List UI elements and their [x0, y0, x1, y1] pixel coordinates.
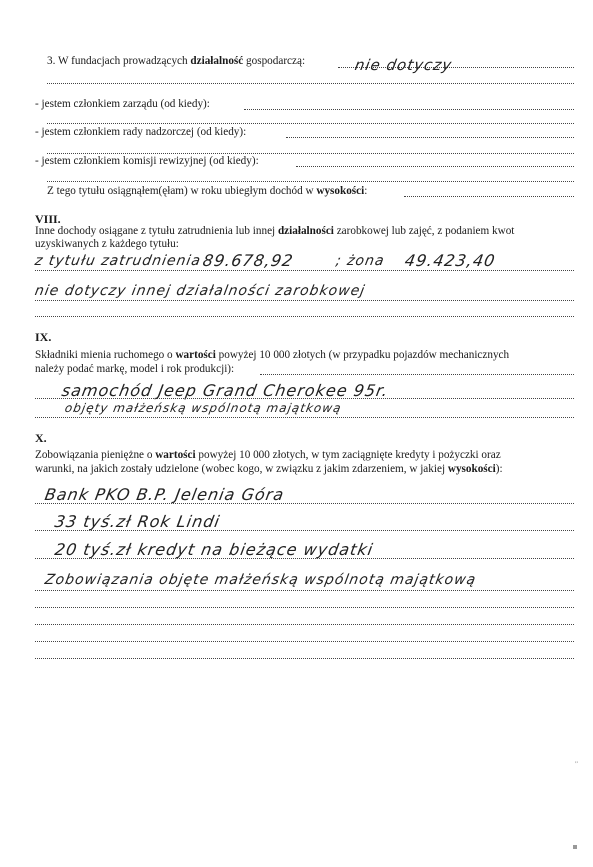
- q3-text: 3. W fundacjach prowadzących: [47, 55, 191, 67]
- dotted-line: [47, 153, 574, 154]
- dotted-line: [35, 558, 574, 559]
- dotted-line: [35, 316, 574, 317]
- dotted-line: [296, 166, 574, 167]
- section-viii-heading: VIII.: [35, 212, 61, 226]
- scan-speck: ,,: [575, 758, 578, 764]
- handwritten-loan-1: 33 tyś.zł Rok Lindi: [53, 512, 222, 531]
- handwritten-joint-liabilities: Zobowiązania objęte małżeńską wspólnotą majątkową: [43, 572, 478, 588]
- audit-member-label: - jestem członkiem komisji rewizyjnej (od kiedy):: [35, 155, 259, 167]
- viii-text-end: zarobkowej lub zajęć, z podaniem kwot: [333, 225, 515, 237]
- dotted-line: [35, 624, 574, 625]
- x-text: Zobowiązania pieniężne o: [35, 449, 156, 461]
- q3-bold-term: działalność: [190, 55, 244, 67]
- dotted-line: [35, 398, 574, 399]
- dotted-line: [35, 530, 574, 531]
- handwritten-vehicle: samochód Jeep Grand Cherokee 95r.: [60, 381, 391, 400]
- dotted-line: [35, 607, 574, 608]
- dotted-line: [47, 181, 574, 182]
- handwritten-spouse-label: ; żona: [334, 253, 386, 269]
- dotted-line: [35, 590, 574, 591]
- section-x-line1: [35, 450, 501, 461]
- handwritten-amount-spouse: 49.423,40: [403, 251, 498, 270]
- handwritten-answer: nie dotyczy: [353, 56, 454, 74]
- dotted-line: [286, 137, 574, 138]
- section-viii-line1: [35, 226, 514, 237]
- section-viii-line2: uzyskiwanych z każdego tytułu:: [35, 238, 179, 250]
- ix-bold-term: wartości: [175, 349, 216, 361]
- x-text-end: powyżej 10 000 złotych, w tym zaciągnięte kredyty i pożyczki oraz: [195, 449, 501, 461]
- dotted-line: [35, 300, 574, 301]
- handwritten-joint-property: objęty małżeńską wspólnotą majątkową: [63, 401, 343, 415]
- section-x-heading: X.: [35, 431, 47, 445]
- section-ix-heading: IX.: [35, 330, 52, 344]
- viii-text: Inne dochody osiągane z tytułu zatrudnienia lub innej: [35, 225, 278, 237]
- handwritten-loan-2: 20 tyś.zł kredyt na bieżące wydatki: [53, 540, 375, 559]
- x-bold-term-2: wysokości: [447, 463, 496, 475]
- dotted-line: [35, 658, 574, 659]
- x-text-2-end: ):: [495, 463, 503, 475]
- handwritten-amount-own: 89.678,92: [201, 251, 296, 270]
- board-member-label: - jestem członkiem zarządu (od kiedy):: [35, 98, 210, 110]
- x-text-2: warunki, na jakich zostały udzielone (wobec kogo, w związku z jakim zdarzeniem, w jakiej: [35, 463, 448, 475]
- dotted-line: [47, 83, 574, 84]
- ix-text-end: powyżej 10 000 złotych (w przypadku pojazdów mechanicznych: [215, 349, 510, 361]
- x-bold-term: wartości: [155, 449, 196, 461]
- dotted-line: [35, 270, 574, 271]
- dotted-line: [35, 503, 574, 504]
- dotted-line: [260, 374, 574, 375]
- dotted-line: [47, 123, 574, 124]
- foundations-question: [47, 56, 305, 67]
- income-text: Z tego tytułu osiągnąłem(ęłam) w roku ubiegłym dochód w: [47, 185, 317, 197]
- section-x-line2: [35, 464, 503, 475]
- q3-text-end: gospodarczą:: [243, 55, 306, 67]
- viii-bold-term: działalności: [277, 225, 334, 237]
- dotted-line: [35, 417, 574, 418]
- handwritten-no-other-activity: nie dotyczy innej działalności zarobkowej: [33, 283, 367, 299]
- handwritten-bank: Bank PKO B.P. Jelenia Góra: [43, 485, 286, 504]
- section-ix-line2: należy podać markę, model i rok produkcji):: [35, 363, 235, 375]
- income-bold-term: wysokości: [316, 185, 365, 197]
- income-question: [47, 186, 367, 197]
- supervisory-member-label: - jestem członkiem rady nadzorczej (od kiedy):: [35, 126, 247, 138]
- scan-speck: [573, 845, 577, 849]
- handwritten-employment-income: z tytułu zatrudnienia: [33, 253, 203, 269]
- ix-text: Składniki mienia ruchomego o: [35, 349, 176, 361]
- dotted-line: [35, 641, 574, 642]
- dotted-line: [244, 109, 574, 110]
- income-text-end: :: [364, 185, 368, 197]
- section-ix-line1: [35, 350, 509, 361]
- dotted-line: [404, 196, 574, 197]
